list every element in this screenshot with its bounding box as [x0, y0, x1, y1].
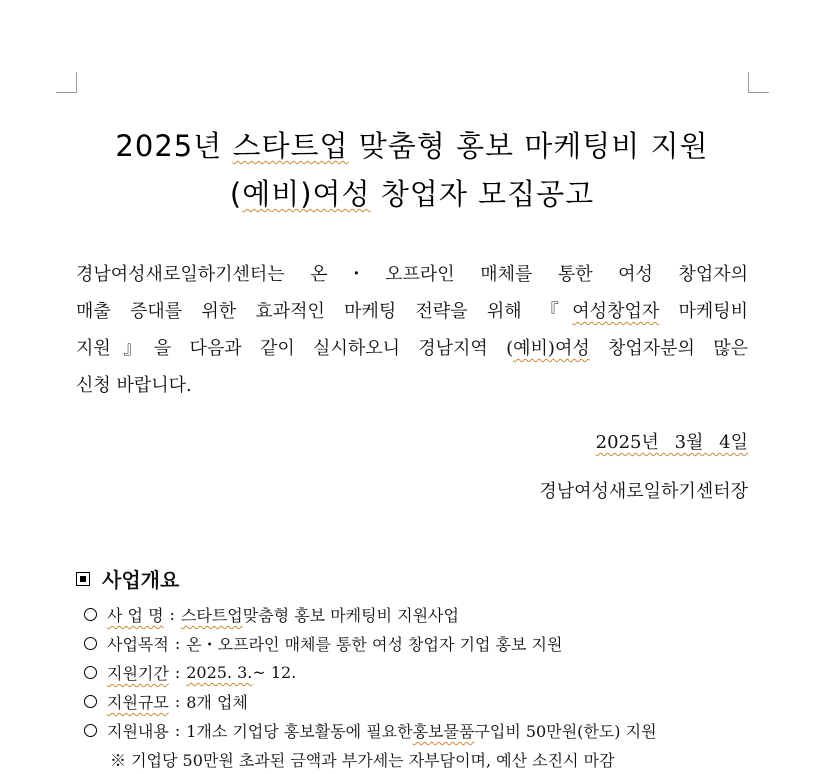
list-item: 지원규모 : 8개 업체 — [84, 687, 756, 716]
intro-paragraph — [76, 256, 748, 404]
list-item: 지원기간 : 2025. 3. ~ 12. — [84, 658, 756, 687]
circle-bullet-icon — [84, 637, 97, 650]
document-title-line-1 — [60, 124, 764, 165]
document-title-line-2 — [60, 172, 764, 213]
list-item: 지원내용 : 1개소 기업당 홍보활동에 필요한 홍보물품 구입비 50만원(한도) 지원 — [84, 716, 756, 745]
item-label: 사 업 명 — [107, 606, 164, 625]
title-text: ( — [229, 177, 243, 211]
item-label: 사업목적 — [107, 635, 169, 654]
item-value-spellcheck: 스타트업 — [180, 606, 243, 625]
filled-square-bullet-icon — [76, 572, 90, 586]
title-spellcheck-word: 예비)여성 — [242, 177, 371, 211]
overview-list — [84, 600, 756, 774]
intro-line: 경남여성새로일하기센터는 온・오프라인 매체를 통한 여성 창업자의 — [76, 264, 748, 285]
circle-bullet-icon — [84, 695, 97, 708]
item-value: 온・오프라인 매체를 통한 여성 창업자 기업 홍보 지원 — [186, 635, 563, 654]
intro-line: 신청 바랍니다. — [76, 375, 192, 396]
announcement-date: 2025년 3월 4일 — [595, 432, 748, 453]
item-value-spellcheck: 홍보물품 — [412, 722, 475, 741]
intro-text: 지원』을 다음과 같이 실시하오니 경남지역 ( — [76, 338, 514, 359]
intro-text: 마케팅비 — [659, 301, 749, 322]
circle-bullet-icon — [84, 666, 97, 679]
item-value: 구입비 50만원(한도) 지원 — [474, 722, 657, 741]
page-corner-mark-top-left — [56, 72, 77, 93]
item-label: 지원기간 — [107, 664, 169, 683]
item-label: 지원내용 — [107, 722, 169, 741]
list-item: 사 업 명 : 스타트업 맞춤형 홍보 마케팅비 지원사업 — [84, 600, 756, 629]
circle-bullet-icon — [84, 724, 97, 737]
signature-line: 경남여성새로일하기센터장 — [539, 481, 748, 502]
item-label: 지원규모 — [107, 693, 169, 712]
intro-spellcheck-word: 여성창업자 — [572, 301, 660, 322]
item-value: 1개소 기업당 홍보활동에 필요한 — [186, 722, 413, 741]
item-value-spellcheck: 2025. 3. — [186, 663, 253, 682]
item-value: ~ 12. — [252, 663, 297, 682]
intro-line — [76, 330, 748, 367]
title-text: 맞춤형 홍보 마케팅비 지원 — [348, 129, 709, 163]
page-corner-mark-top-right — [748, 72, 769, 93]
section-heading — [76, 564, 179, 593]
title-text: 창업자 모집공고 — [370, 177, 595, 211]
intro-spellcheck-word: 예비)여성 — [513, 338, 590, 359]
item-value: 맞춤형 홍보 마케팅비 지원사업 — [242, 606, 459, 625]
section-heading-text: 사업개요 — [102, 568, 180, 592]
intro-text: 창업자분의 많은 — [589, 338, 748, 359]
title-text: 2025년 — [115, 129, 233, 163]
intro-line — [76, 293, 748, 330]
title-spellcheck-word: 스타트업 — [232, 129, 349, 163]
circle-bullet-icon — [84, 608, 97, 621]
list-item: 사업목적 : 온・오프라인 매체를 통한 여성 창업자 기업 홍보 지원 — [84, 629, 756, 658]
intro-text: 매출 증대를 위한 효과적인 마케팅 전략을 위해 『 — [76, 301, 573, 322]
list-note: ※ 기업당 50만원 초과된 금액과 부가세는 자부담이며, 예산 소진시 마감 — [110, 751, 615, 770]
item-value: 8개 업체 — [186, 693, 248, 712]
